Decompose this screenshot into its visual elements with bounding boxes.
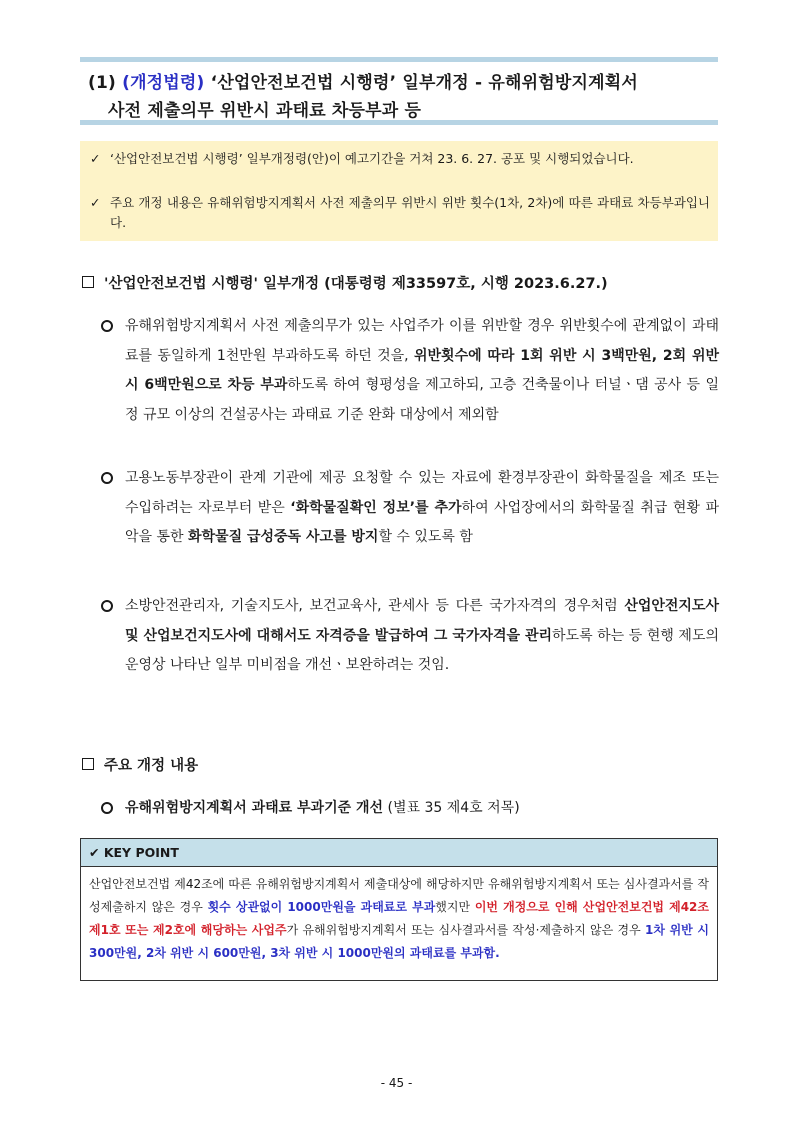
page-number: - 45 -: [380, 1076, 413, 1090]
circle-bullet-icon: [101, 802, 113, 814]
summary-item: [90, 149, 710, 169]
square-bullet-icon: [82, 276, 94, 288]
check-icon: ✓: [90, 151, 101, 166]
key-point-box: [80, 838, 718, 981]
circle-bullet-icon: [101, 472, 113, 484]
square-bullet-icon: [82, 758, 94, 770]
bullet-paragraph: [101, 794, 719, 824]
summary-box: [80, 141, 718, 241]
summary-item: [90, 193, 710, 233]
title-line-1: [88, 68, 638, 93]
title-category: (개정법령): [122, 73, 205, 93]
section-heading: [82, 754, 198, 775]
section-heading: [82, 272, 608, 293]
title-banner: [80, 57, 718, 125]
title-line-2: 사전 제출의무 위반시 과태료 차등부과 등: [108, 101, 422, 121]
check-icon: ✓: [90, 195, 101, 210]
section-heading-text: '산업안전보건법 시행령' 일부개정 (대통령령 제33597호, 시행 2023.6.27.): [104, 276, 608, 292]
circle-bullet-icon: [101, 320, 113, 332]
bullet-paragraph: [101, 312, 719, 430]
summary-item-text: ‘산업안전보건법 시행령’ 일부개정령(안)이 예고기간을 거쳐 23. 6. 27. 공포 및 시행되었습니다.: [110, 151, 634, 166]
key-point-title: ✔ KEY POINT: [81, 839, 717, 867]
bullet-text: 유해위험방지계획서 사전 제출의무가 있는 사업주가 이를 위반할 경우 위반횟수에 관계없이 과태료를 동일하게 1천만원 부과하도록 하던 것을, 위반횟수에 따라 1회 위반 시 3백만원, 2회 위반 시 6백만원으로 차등 부과하도록 하여 형평성을 제고하되, 고층 건축물이나 터널ㆍ댐 공사 등 일정 규모 이상의 건설공사는 과태료 기준 완화 대상에서 제외함: [125, 318, 719, 423]
title-text: ‘산업안전보건법 시행령’ 일부개정 - 유해위험방지계획서: [210, 73, 639, 93]
bullet-paragraph: [101, 592, 719, 681]
key-point-body: 산업안전보건법 제42조에 따른 유해위험방지계획서 제출대상에 해당하지만 유해위험방지계획서 또는 심사결과서를 작성제출하지 않은 경우 횟수 상관없이 1000만원을 과태료로 부과했지만 이번 개정으로 인해 산업안전보건법 제42조 제1호 또는 제2호에 해당하는 사업주가 유해위험방지계획서 또는 심사결과서를 작성·제출하지 않은 경우 1차 위반 시 300만원, 2차 위반 시 600만원, 3차 위반 시 1000만원의 과태료를 부과함.: [89, 877, 710, 960]
bullet-paragraph: [101, 464, 719, 553]
bullet-text: 유해위험방지계획서 과태료 부과기준 개선 (별표 35 제4호 저목): [125, 800, 520, 816]
bullet-text: 고용노동부장관이 관계 기관에 제공 요청할 수 있는 자료에 환경부장관이 화학물질을 제조 또는 수입하려는 자로부터 받은 ‘화학물질확인 정보’를 추가하여 사업장에서의 화학물질 취급 현황 파악을 통한 화학물질 급성중독 사고를 방지할 수 있도록 함: [125, 470, 719, 545]
circle-bullet-icon: [101, 600, 113, 612]
bullet-text: 소방안전관리자, 기술지도사, 보건교육사, 관세사 등 다른 국가자격의 경우처럼 산업안전지도사 및 산업보건지도사에 대해서도 자격증을 발급하여 그 국가자격을 관리하도록 하는 등 현행 제도의 운영상 나타난 일부 미비점을 개선ㆍ보완하려는 것임.: [125, 598, 719, 673]
section-heading-text: 주요 개정 내용: [104, 758, 199, 774]
summary-item-text: 주요 개정 내용은 유해위험방지계획서 사전 제출의무 위반시 위반 횟수(1차, 2차)에 따른 과태료 차등부과입니다.: [110, 195, 710, 230]
title-number: (1): [88, 73, 116, 93]
